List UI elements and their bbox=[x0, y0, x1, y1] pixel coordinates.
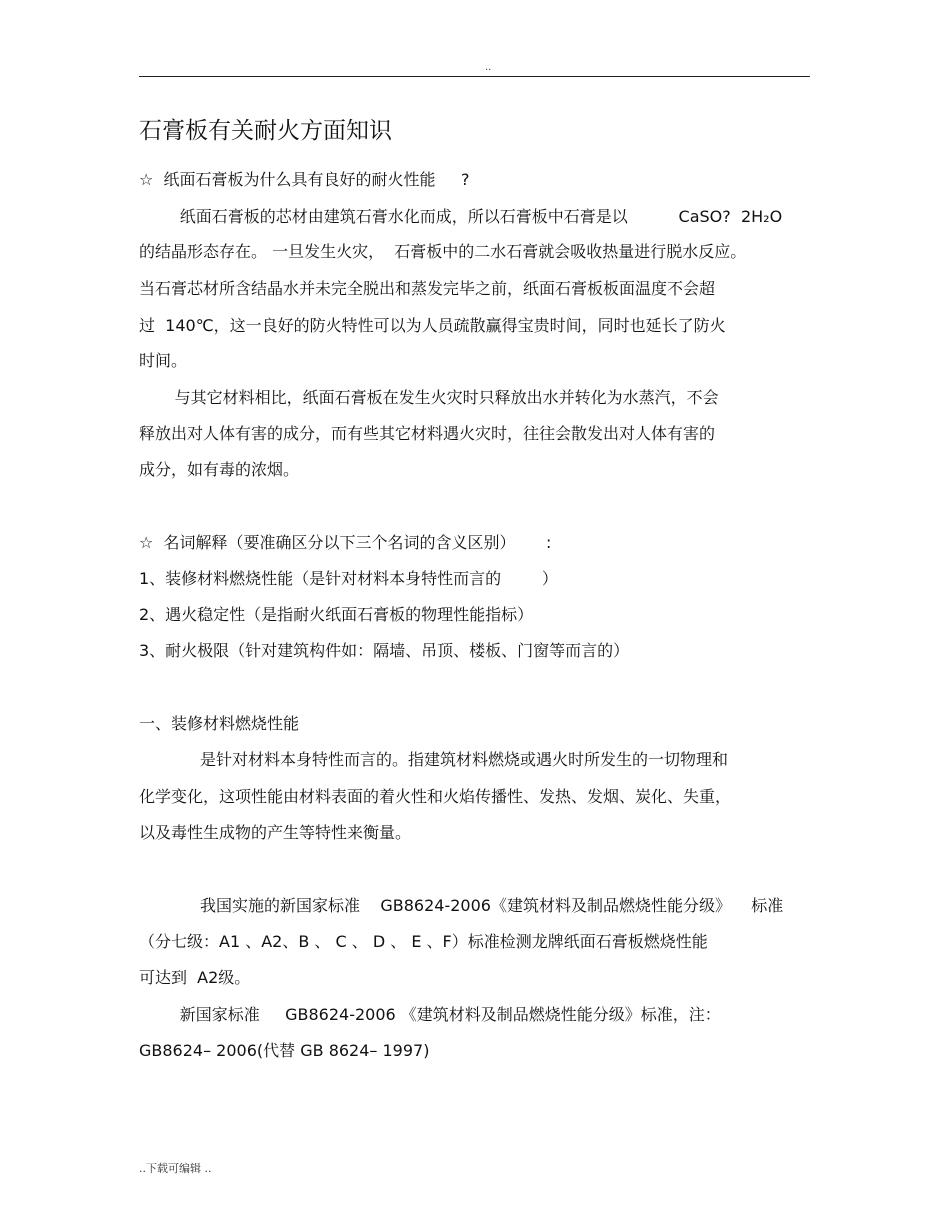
header-marker: .. bbox=[485, 62, 492, 73]
paragraph-line: 释放出对人体有害的成分，而有些其它材料遇火灾时，往往会散发出对人体有害的 bbox=[139, 424, 716, 443]
term-item: 1、装修材料燃烧性能（是针对材料本身特性而言的 ） bbox=[139, 569, 558, 588]
question-heading: ☆ 纸面石膏板为什么具有良好的耐火性能 ? bbox=[139, 170, 470, 189]
paragraph-line: 的结晶形态存在。 一旦发生火灾， 石膏板中的二水石膏就会吸收热量进行脱水反应。 bbox=[139, 242, 747, 261]
paragraph-line: 当石膏芯材所含结晶水并未完全脱出和蒸发完毕之前，纸面石膏板板面温度不会超 bbox=[139, 279, 716, 298]
footer-note: ..下载可编辑 .. bbox=[139, 1162, 212, 1175]
paragraph-line: 是针对材料本身特性而言的。指建筑材料燃烧或遇火时所发生的一切物理和 bbox=[139, 750, 729, 769]
paragraph-line: 时间。 bbox=[139, 351, 188, 370]
paragraph-line: 与其它材料相比，纸面石膏板在发生火灾时只释放出水并转化为水蒸汽，不会 bbox=[139, 388, 719, 407]
paragraph-line: 成分，如有毒的浓烟。 bbox=[139, 460, 300, 479]
paragraph-line: 纸面石膏板的芯材由建筑石膏水化而成，所以石膏板中石膏是以 CaSO? 2H₂O bbox=[139, 207, 783, 226]
term-item: 2、遇火稳定性（是指耐火纸面石膏板的物理性能指标） bbox=[139, 605, 534, 624]
header-rule bbox=[139, 76, 810, 77]
paragraph-line: 化学变化，这项性能由材料表面的着火性和火焰传播性、发热、发烟、炭化、失重， bbox=[139, 787, 732, 806]
page-title: 石膏板有关耐火方面知识 bbox=[139, 118, 392, 144]
term-item: 3、耐火极限（针对建筑构件如：隔墙、吊顶、楼板、门窗等而言的） bbox=[139, 641, 630, 660]
paragraph-line: 可达到 A2级。 bbox=[139, 968, 251, 987]
paragraph-line: 新国家标准 GB8624-2006 《建筑材料及制品燃烧性能分级》标准，注： bbox=[139, 1005, 721, 1024]
terms-heading: ☆ 名词解释（要准确区分以下三个名词的含义区别） : bbox=[139, 533, 552, 552]
paragraph-line: 我国实施的新国家标准 GB8624-2006《建筑材料及制品燃烧性能分级》 标准 bbox=[139, 896, 784, 915]
paragraph-line: 以及毒性生成物的产生等特性来衡量。 bbox=[139, 823, 412, 842]
section-heading: 一、装修材料燃烧性能 bbox=[139, 714, 300, 733]
paragraph-line: （分七级：A1 、A2、B 、 C 、 D 、 E 、F）标准检测龙牌纸面石膏板燃烧性能 bbox=[139, 932, 708, 951]
paragraph-line: GB8624– 2006(代替 GB 8624– 1997) bbox=[139, 1041, 430, 1060]
paragraph-line: 过 140℃，这一良好的防火特性可以为人员疏散赢得宝贵时间，同时也延长了防火 bbox=[139, 316, 726, 335]
